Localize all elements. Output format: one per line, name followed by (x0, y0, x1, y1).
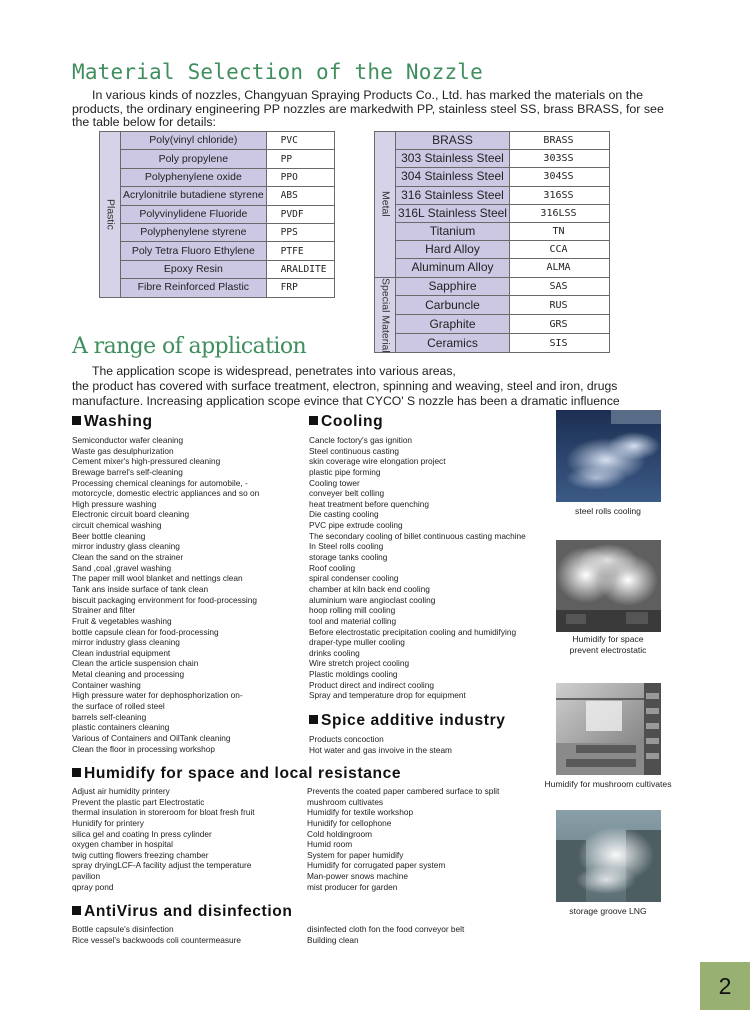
list-item: Hunidify for cellophone (307, 817, 392, 828)
table-row (100, 132, 335, 150)
table-row (375, 259, 610, 277)
list-item: qpray pond (72, 881, 114, 892)
list-item: Spray and temperature drop for equipment (309, 690, 466, 701)
list-item: High pressure water for dephosphorization on- (72, 690, 243, 701)
metal-group-cell-label: Metal (379, 191, 392, 218)
list-item: Various of Containers and OilTank cleaning (72, 732, 231, 743)
list-item: oxygen chamber in hospital (72, 839, 174, 850)
material-code-cell: SAS (509, 277, 609, 296)
list-item: Clean the sand on the strainer (72, 552, 184, 563)
list-item: Cooling tower (309, 477, 360, 488)
table-row (100, 279, 335, 297)
list-item: Prevent the plastic part Electrostatic (72, 796, 205, 807)
material-name-cell: Poly Tetra Fluoro Ethylene (121, 242, 267, 260)
material-name-cell: Acrylonitrile butadiene styrene (121, 187, 267, 205)
material-code-cell: 316SS (509, 186, 609, 204)
table-row (375, 334, 610, 353)
list-item: Container washing (72, 679, 141, 690)
list-item: The paper mill wool blanket and nettings clean (72, 573, 243, 584)
antivirus-heading: AntiVirus and disinfection (72, 903, 293, 921)
material-name-cell: Polyvinylidene Fluoride (121, 205, 267, 223)
list-item: chamber at kiln back end cooling (309, 583, 430, 594)
table-row (375, 132, 610, 150)
washing-heading: Washing (72, 413, 153, 431)
mushroom-cultivates-photo (556, 683, 661, 775)
plastic-material-table (99, 131, 335, 298)
material-name-cell: Graphite (396, 315, 510, 334)
list-item: Semiconductor wafer cleaning (72, 435, 184, 445)
material-code-cell: ABS (266, 187, 334, 205)
list-item: Fruit & vegetables washing (72, 615, 172, 626)
table-row (100, 205, 335, 223)
list-item: biscuit packaging environment for food-processing (72, 594, 257, 605)
square-bullet-icon (309, 416, 318, 425)
list-item: Waste gas desulphurization (72, 445, 174, 456)
special-material-group-cell-label: Special Material (379, 277, 392, 353)
list-item: System for paper humidify (307, 849, 404, 860)
material-name-cell: BRASS (396, 132, 510, 150)
list-item: Man-power snows machine (307, 871, 408, 882)
list-item: spiral condenser cooling (309, 573, 399, 584)
list-item: Product direct and indirect cooling (309, 679, 434, 690)
list-item: mushroom cultivates (307, 796, 384, 807)
list-item: Cold holdingroom (307, 828, 373, 839)
list-item: Adjust air humidity printery (72, 786, 170, 796)
list-item: Humidify for textile workshop (307, 807, 414, 818)
square-bullet-icon (309, 715, 318, 724)
list-item: skin coverage wire elongation project (309, 456, 446, 467)
list-item: Wire stretch project cooling (309, 658, 410, 669)
list-item: Electronic circuit board cleaning (72, 509, 190, 520)
table-row (375, 168, 610, 186)
list-item: plastic pipe forming (309, 466, 381, 477)
humidify-heading: Humidify for space and local resistance (72, 765, 401, 783)
material-name-cell: Aluminum Alloy (396, 259, 510, 277)
square-bullet-icon (72, 768, 81, 777)
material-name-cell: 303 Stainless Steel (396, 150, 510, 168)
list-item: Tank ans inside surface of tank clean (72, 583, 209, 594)
material-code-cell: PPO (266, 168, 334, 186)
list-item: disinfected cloth fon the food conveyor belt (307, 924, 465, 934)
material-code-cell: 303SS (509, 150, 609, 168)
material-code-cell: PTFE (266, 242, 334, 260)
lng-caption: storage groove LNG (569, 906, 647, 916)
list-item: Steel continuous casting (309, 445, 399, 456)
list-item: Roof cooling (309, 562, 356, 573)
special-material-group-cell (375, 277, 396, 353)
list-item: Hunidify for printery (72, 817, 144, 828)
list-item: thermal insulation in storeroom for bloat fresh fruit (72, 807, 255, 818)
humidify-list-right (307, 786, 499, 892)
material-name-cell: 304 Stainless Steel (396, 168, 510, 186)
square-bullet-icon (72, 416, 81, 425)
material-name-cell: Hard Alloy (396, 241, 510, 259)
list-item: silica gel and coating In press cylinder (72, 828, 212, 839)
list-item: The secondary cooling of billet continuous casting machine (309, 530, 526, 541)
list-item: High pressure washing (72, 498, 157, 509)
table-row (100, 260, 335, 278)
cooling-heading: Cooling (309, 413, 383, 431)
square-bullet-icon (72, 906, 81, 915)
list-item: storage tanks cooling (309, 552, 388, 563)
list-item: Building clean (307, 934, 359, 945)
list-item: pavilion (72, 871, 101, 882)
material-name-cell: Polyphenylene styrene (121, 223, 267, 241)
list-item: bottle capsule clean for food-processing (72, 626, 219, 637)
list-item: plastic containers cleaning (72, 722, 170, 733)
list-item: circuit chemical washing (72, 520, 162, 531)
application-intro-line-1: The application scope is widespread, penetrates into various areas, (92, 364, 456, 378)
list-item: Beer bottle cleaning (72, 530, 146, 541)
antivirus-list-right (307, 924, 464, 945)
list-item: Before electrostatic precipitation cooling and humidifying (309, 626, 517, 637)
spice-heading: Spice additive industry (309, 712, 506, 730)
material-name-cell: 316L Stainless Steel (396, 204, 510, 222)
table-row (375, 222, 610, 240)
humidify-space-photo (556, 540, 661, 632)
list-item: Prevents the coated paper cambered surface to split (307, 786, 500, 796)
list-item: mirror industry glass cleaning (72, 541, 180, 552)
spice-list (309, 734, 452, 755)
material-code-cell: GRS (509, 315, 609, 334)
table-row (375, 241, 610, 259)
table-row (375, 186, 610, 204)
list-item: Plastic moldings cooling (309, 669, 398, 680)
antivirus-list-left (72, 924, 241, 945)
list-item: the surface of rolled steel (72, 701, 165, 712)
material-code-cell: PVDF (266, 205, 334, 223)
table-row (100, 242, 335, 260)
list-item: Metal cleaning and processing (72, 669, 185, 680)
list-item: motorcycle, domestic electric appliances and so on (72, 488, 260, 499)
material-code-cell: FRP (266, 279, 334, 297)
list-item: twig cutting flowers freezing chamber (72, 849, 209, 860)
application-title: A range of application (72, 334, 307, 359)
material-code-cell: SIS (509, 334, 609, 353)
material-name-cell: Poly propylene (121, 150, 267, 168)
list-item: hoop rolling mill cooling (309, 605, 396, 616)
plastic-group-cell (100, 132, 121, 298)
material-code-cell: ARALDITE (266, 260, 334, 278)
list-item: Clean the floor in processing workshop (72, 743, 215, 754)
metal-material-table (374, 131, 610, 353)
material-code-cell: BRASS (509, 132, 609, 150)
list-item: draper-type muller cooling (309, 637, 405, 648)
application-intro (72, 364, 692, 409)
table-row (100, 150, 335, 168)
material-name-cell: 316 Stainless Steel (396, 186, 510, 204)
material-code-cell: PPS (266, 223, 334, 241)
application-intro-line-3: manufacture. Increasing application scope evince that CYCO' S nozzle has been a dramatic influence (72, 394, 620, 408)
table-row (375, 150, 610, 168)
material-code-cell: 316LSS (509, 204, 609, 222)
page-title: Material Selection of the Nozzle (72, 60, 483, 84)
material-name-cell: Poly(vinyl chloride) (121, 132, 267, 150)
table-row (375, 315, 610, 334)
material-code-cell: PP (266, 150, 334, 168)
list-item: drinks cooling (309, 647, 360, 658)
table-row (100, 187, 335, 205)
list-item: Die casting cooling (309, 509, 379, 520)
table-row (375, 277, 610, 296)
list-item: Humidify for corrugated paper system (307, 860, 446, 871)
humidify-caption-2: prevent electrostatic (569, 645, 647, 655)
material-code-cell: 304SS (509, 168, 609, 186)
list-item: Products concoction (309, 734, 384, 744)
page-number-tab (700, 962, 750, 1010)
page-number: 2 (718, 973, 732, 999)
table-row (100, 168, 335, 186)
material-name-cell: Ceramics (396, 334, 510, 353)
table-row (375, 296, 610, 315)
list-item: Processing chemical cleanings for automobile, - (72, 477, 248, 488)
list-item: spray dryingLCF-A facility adjust the temperature (72, 860, 252, 871)
intro-paragraph: In various kinds of nozzles, Changyuan Spraying Products Co., Ltd. has marked the materials on the products, the ordinary engineering PP nozzles are markedwith PP, stainless steel SS, brass BRASS, for see the table below for details: (72, 88, 664, 129)
material-name-cell: Fibre Reinforced Plastic (121, 279, 267, 297)
material-name-cell: Carbuncle (396, 296, 510, 315)
list-item: Strainer and filter (72, 605, 136, 616)
plastic-group-cell-label: Plastic (104, 198, 117, 230)
material-name-cell: Titanium (396, 222, 510, 240)
list-item: Humid room (307, 839, 353, 850)
application-intro-line-2: the product has covered with surface treatment, electron, spinning and weaving, steel and iron, drugs (72, 379, 618, 393)
material-name-cell: Polyphenylene oxide (121, 168, 267, 186)
list-item: Cancle foctory's gas ignition (309, 435, 413, 445)
storage-groove-lng-photo (556, 810, 661, 902)
list-item: mist producer for garden (307, 881, 398, 892)
list-item: Brewage barrel's self-cleaning (72, 466, 183, 477)
list-item: barrels self-cleaning (72, 711, 147, 722)
humidify-caption-1: Humidify for space (572, 634, 644, 644)
list-item: Hot water and gas invoive in the steam (309, 744, 452, 755)
list-item: Bottle capsule's disinfection (72, 924, 174, 934)
metal-group-cell (375, 132, 396, 278)
mushroom-caption: Humidify for mushroom cultivates (544, 779, 672, 789)
material-code-cell: TN (509, 222, 609, 240)
list-item: Rice vessel's backwoods coli countermeasure (72, 934, 241, 945)
material-code-cell: RUS (509, 296, 609, 315)
list-item: tool and material colling (309, 615, 397, 626)
humidify-list-left (72, 786, 255, 892)
material-code-cell: ALMA (509, 259, 609, 277)
cooling-list (309, 435, 526, 701)
material-name-cell: Epoxy Resin (121, 260, 267, 278)
list-item: In Steel rolls cooling (309, 541, 384, 552)
list-item: Cement mixer's high-pressured cleaning (72, 456, 221, 467)
washing-list (72, 435, 259, 754)
material-code-cell: CCA (509, 241, 609, 259)
list-item: Clean industrial equipment (72, 647, 171, 658)
material-code-cell: PVC (266, 132, 334, 150)
list-item: conveyer belt colling (309, 488, 385, 499)
list-item: mirror industry glass cleaning (72, 637, 180, 648)
steel-rolls-caption: steel rolls cooling (575, 506, 641, 516)
list-item: Clean the article suspension chain (72, 658, 199, 669)
material-name-cell: Sapphire (396, 277, 510, 296)
table-row (100, 223, 335, 241)
list-item: aluminium ware angioclast cooling (309, 594, 436, 605)
list-item: PVC pipe extrude cooling (309, 520, 403, 531)
list-item: heat treatment before quenching (309, 498, 429, 509)
table-row (375, 204, 610, 222)
list-item: Sand ,coal ,gravel washing (72, 562, 172, 573)
steel-rolls-cooling-photo (556, 410, 661, 502)
